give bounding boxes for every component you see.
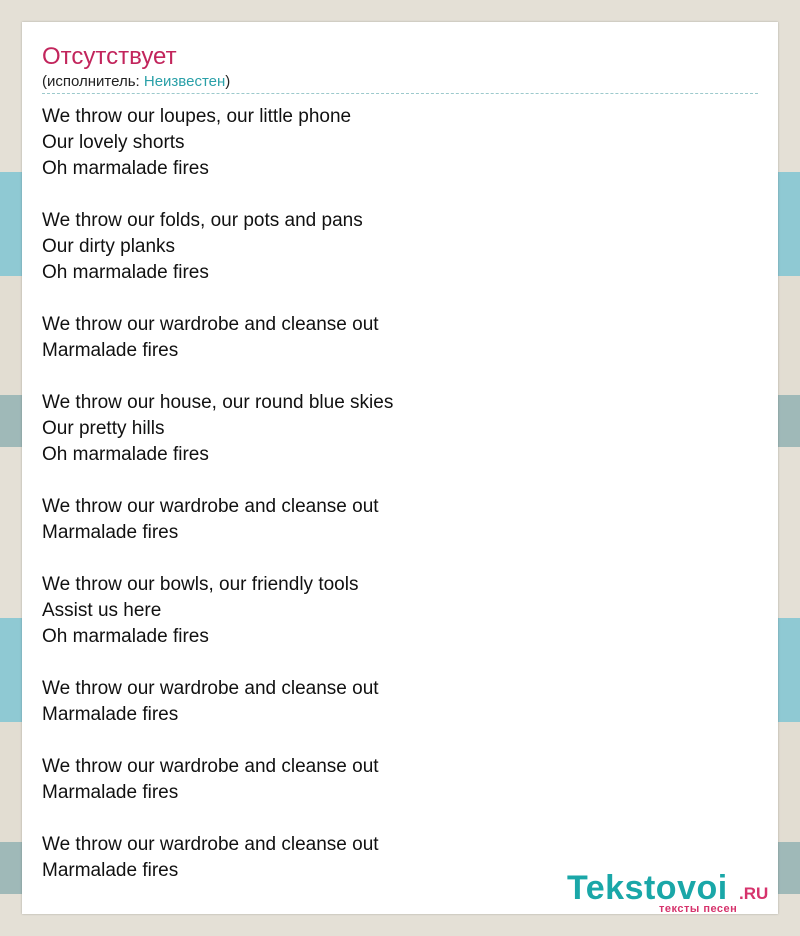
lyric-line: Our pretty hills	[42, 418, 165, 439]
lyric-line: Our dirty planks	[42, 236, 176, 257]
lyric-line: We throw our bowls, our friendly tools	[42, 574, 359, 595]
lyric-line: Marmalade fires	[42, 860, 179, 881]
logo-domain: .RU	[739, 884, 769, 903]
site-logo[interactable]	[567, 868, 777, 914]
lyric-line: We throw our house, our round blue skies	[42, 392, 394, 413]
lyric-blank-line	[42, 468, 393, 494]
lyric-line: We throw our wardrobe and cleanse out	[42, 314, 379, 335]
lyric-line: Oh marmalade fires	[42, 158, 209, 179]
lyrics-text	[42, 104, 393, 884]
logo-wordmark: Tekstovoi	[567, 869, 728, 907]
lyric-blank-line	[42, 806, 393, 832]
title-divider	[42, 93, 758, 94]
lyric-blank-line	[42, 364, 393, 390]
artist-line	[42, 73, 230, 91]
lyric-blank-line	[42, 546, 393, 572]
lyric-blank-line	[42, 286, 393, 312]
lyric-blank-line	[42, 650, 393, 676]
lyric-line: We throw our wardrobe and cleanse out	[42, 678, 379, 699]
lyric-line: We throw our wardrobe and cleanse out	[42, 496, 379, 517]
lyric-blank-line	[42, 182, 393, 208]
artist-link[interactable]: Неизвестен	[143, 73, 226, 90]
lyric-blank-line	[42, 728, 393, 754]
lyric-line: Marmalade fires	[42, 782, 179, 803]
lyric-line: We throw our folds, our pots and pans	[42, 210, 363, 231]
artist-prefix: (исполнитель:	[42, 73, 144, 90]
lyric-line: Oh marmalade fires	[42, 444, 209, 465]
artist-suffix: )	[225, 73, 231, 90]
lyric-line: Marmalade fires	[42, 340, 179, 361]
lyric-line: Assist us here	[42, 600, 162, 621]
lyric-line: We throw our wardrobe and cleanse out	[42, 756, 379, 777]
lyric-line: Marmalade fires	[42, 704, 179, 725]
logo-tagline: тексты песен	[659, 903, 738, 915]
lyric-line: We throw our loupes, our little phone	[42, 106, 352, 127]
song-title: Отсутствует	[42, 43, 177, 70]
lyric-line: Oh marmalade fires	[42, 626, 209, 647]
lyric-line: We throw our wardrobe and cleanse out	[42, 834, 379, 855]
lyric-line: Oh marmalade fires	[42, 262, 209, 283]
lyrics-card	[22, 22, 778, 914]
lyric-line: Marmalade fires	[42, 522, 179, 543]
lyric-line: Our lovely shorts	[42, 132, 185, 153]
